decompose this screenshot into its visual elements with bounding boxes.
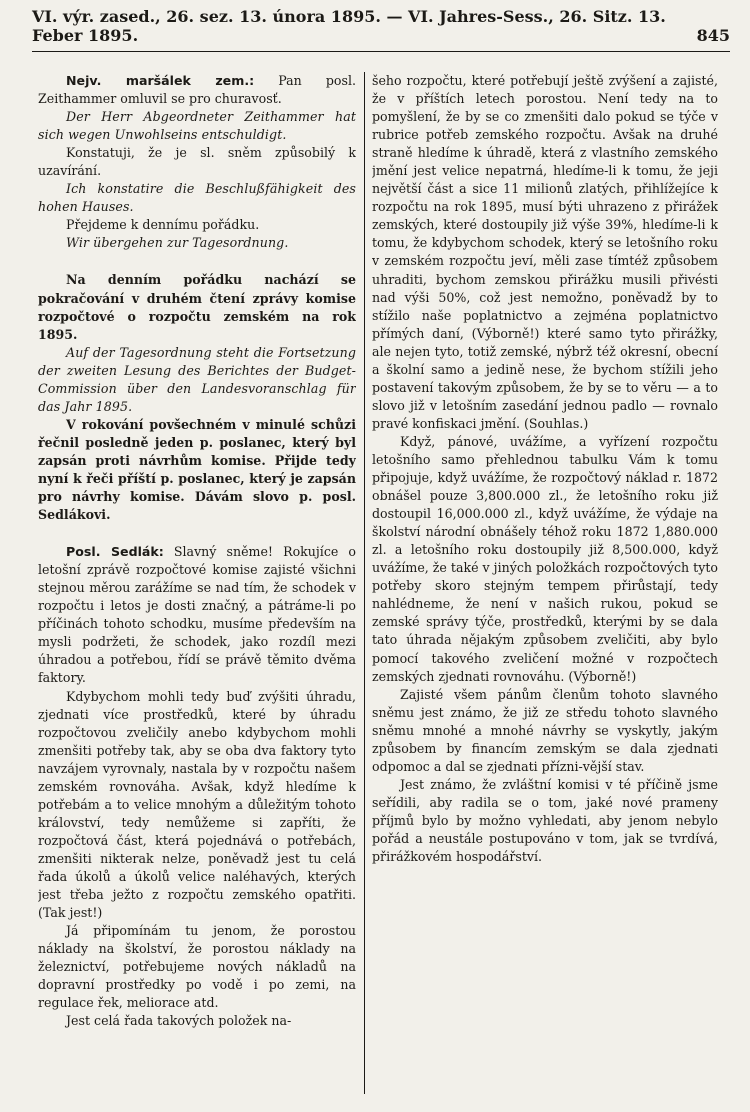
paragraph-text: Kdybychom mohli tedy buď zvýšiti úhradu, zjednati více prostředků, které by úhradu rozpočtovou zveličily anebo kdybychom mohli zmenšiti potřeby tak, aby se oba dva faktory tyto navzájem vyrovnaly, nastala by v rozpočtu našem zemském rovnováha. Avšak, když hledíme k potřebám a to velice mnohým a důležitým tohoto království, tedy nemůžeme si zapříti, že rozpočtová část, která pojednává o potřebách, zmenšiti nikterak nelze, poněvadž jest tu celá řada úkolů a úkolů velice naléhavých, kterých jest třeba ježto z rozpočtu zemského opatřiti. (Tak jest!) bbox=[38, 688, 356, 921]
right-column bbox=[372, 72, 718, 1094]
column-divider bbox=[364, 72, 365, 1094]
paragraph-text: V rokování povšechném v minulé schůzi řečnil posledně jeden p. poslanec, který byl zapsán proti návrhům komise. Přijde tedy nyní k řeči příští p. poslanec, který je zapsán pro návrhy komise. Dávám slovo p. posl. Sedlákovi. bbox=[38, 416, 356, 523]
paragraph-gap bbox=[38, 252, 356, 271]
paragraph bbox=[38, 144, 356, 180]
paragraph-gap bbox=[38, 524, 356, 543]
paragraph bbox=[38, 108, 356, 144]
paragraph bbox=[38, 1012, 356, 1030]
paragraph bbox=[38, 688, 356, 923]
paragraph-text: Wir übergehen zur Tagesordnung. bbox=[66, 235, 289, 251]
paragraph-text: Přejdeme k dennímu pořádku. bbox=[66, 217, 260, 233]
paragraph-text: Konstatuji, že je sl. sněm způsobilý k uzavírání. bbox=[38, 145, 356, 179]
paragraph-text: Zajisté všem pánům členům tohoto slavného sněmu jest známo, že již ze středu tohoto slavného sněmu mnohé a mnohé návrhy se vyskytly, jakým způsobem by financím zemským se dala zjednati odpomoc a dal se zjednati přízni-vější stav. bbox=[372, 686, 718, 774]
paragraph bbox=[38, 344, 356, 416]
paragraph bbox=[38, 271, 356, 343]
page-header bbox=[32, 7, 730, 52]
paragraph bbox=[38, 543, 356, 687]
paragraph-text: Když, pánové, uvážíme, a vyřízení rozpočtu letošního samo přehlednou tabulku Vám k tomu připojuje, když uvážíme, že rozpočtový náklad r. 1872 obnášel pouze 3,800.000 zl., že letošního roku již dostoupil 16,000.000 zl., když uvážíme, že výdaje na školství národní obnášely téhož roku 1872 1,880.000 zl. a letošního roku dostoupily již 8,500.000, když uvážíme, že také v jiných položkách rozpočtových tyto potřeby skoro stejným tempem přirůstají, tedy nahlédneme, že není v našich rukou, pokud se zemské správy týče, prostředků, kterými by se dala tato úhrada nějakým způsobem zveličiti, aby bylo pomocí takového zveličení možné v rozpočtech zemských zjednati rovnováhu. (Výborně!) bbox=[372, 433, 718, 684]
paragraph bbox=[372, 776, 718, 866]
page-number: 845 bbox=[696, 26, 730, 45]
paragraph-text: Der Herr Abgeordneter Zeithammer hat sich wegen Unwohlseins entschuldigt. bbox=[38, 109, 356, 143]
paragraph bbox=[38, 72, 356, 108]
speaker-name: Nejv. maršálek zem.: bbox=[66, 73, 255, 88]
paragraph-text: Ich konstatire die Beschlußfähigkeit des hohen Hauses. bbox=[38, 181, 356, 215]
paragraph-text: Slavný sněme! Rokujíce o letošní zprávě rozpočtové komise zajisté všichni stejnou měrou zarážíme se nad tím, že schodek v rozpočtu i letos je dosti značný, a pátráme-li po příčinách tohoto schodku, musíme především na mysli podržeti, že schodek, jako rozdíl mezi úhradou a potřebou, řídí se právě těmito dvěma faktory. bbox=[38, 544, 356, 686]
paragraph-text: Já připomínám tu jenom, že porostou náklady na školství, že porostou náklady na železnictví, potřebujeme nových nákladů na dopravní prostředky po vodě i po zemi, na regulace řek, meliorace atd. bbox=[38, 923, 356, 1011]
left-column bbox=[38, 72, 356, 1094]
header-session-info: VI. výr. zased., 26. sez. 13. února 1895. — VI. Jahres-Sess., 26. Sitz. 13. Feber 1895. bbox=[32, 7, 666, 45]
paragraph-text: šeho rozpočtu, které potřebují ještě zvýšení a zajisté, že v příštích letech porostou. Není tedy na to pomyšlení, že by se co zmenšiti dalo pokud se týče v rubrice potřeb zemského rozpočtu. Avšak na druhé straně hledíme k úhradě, která z vlastního zemského jmění jest velice nepatrná, hledíme-li k tomu, že jeji největší část a sice 11 milionů zlatých, přihlížejíce k rozpočtu na rok 1895, musí býti uhrazeno z přirážek zemských, které dostoupily již výše 39%, hledíme-li k tomu, že kdybychom schodek, který se letošního roku v zemském rozpočtu jeví, měli zase tímtéž způsobem uhraditi, bychom zemskou přirážku musili přivésti nad výši 50%, což jest nemožno, poněvadž by to stížilo naše poplatnictvo a zejména poplatnictvo přímých daní, (Výborně!) které samo tyto přirážky, ale nejen tyto, totiž zemské, nýbrž též okresní, obecní a školní samo a jedině nese, že bychom stížili jeho postavení takovým způsobem, že by se to věru — a to slovo již v letošním zasedání jednou padlo — rovnalo pravé konfiskaci jmění. (Souhlas.) bbox=[372, 73, 718, 431]
paragraph bbox=[372, 686, 718, 776]
paragraph-text: Auf der Tagesordnung steht die Fortsetzung der zweiten Lesung des Berichtes der Budget-Commission über den Landesvoranschlag für das Jahr 1895. bbox=[38, 344, 356, 414]
paragraph bbox=[38, 180, 356, 216]
paragraph-text: Jest známo, že zvláštní komisi v té příčině jsme seřídili, aby radila se o tom, jaké nové prameny příjmů bylo by možno vyhledati, aby jenom nebylo pořád a neustále postupováno v tom, jak se tvrdívá, přirážkovém hospodářství. bbox=[372, 776, 718, 865]
paragraph bbox=[372, 72, 718, 433]
paragraph bbox=[38, 216, 356, 234]
paragraph bbox=[38, 416, 356, 524]
paragraph bbox=[372, 433, 718, 686]
speaker-name: Posl. Sedlák: bbox=[66, 544, 164, 560]
paragraph-text: Jest celá řada takových položek na- bbox=[66, 1013, 292, 1029]
paragraph bbox=[38, 234, 356, 252]
paragraph-text: Na denním pořádku nachází se pokračování v druhém čtení zprávy komise rozpočtové o rozpočtu zemském na rok 1895. bbox=[38, 272, 356, 342]
paragraph bbox=[38, 922, 356, 1012]
paragraph-text: Pan posl. Zeithammer omluvil se pro churavosť. bbox=[38, 73, 356, 107]
